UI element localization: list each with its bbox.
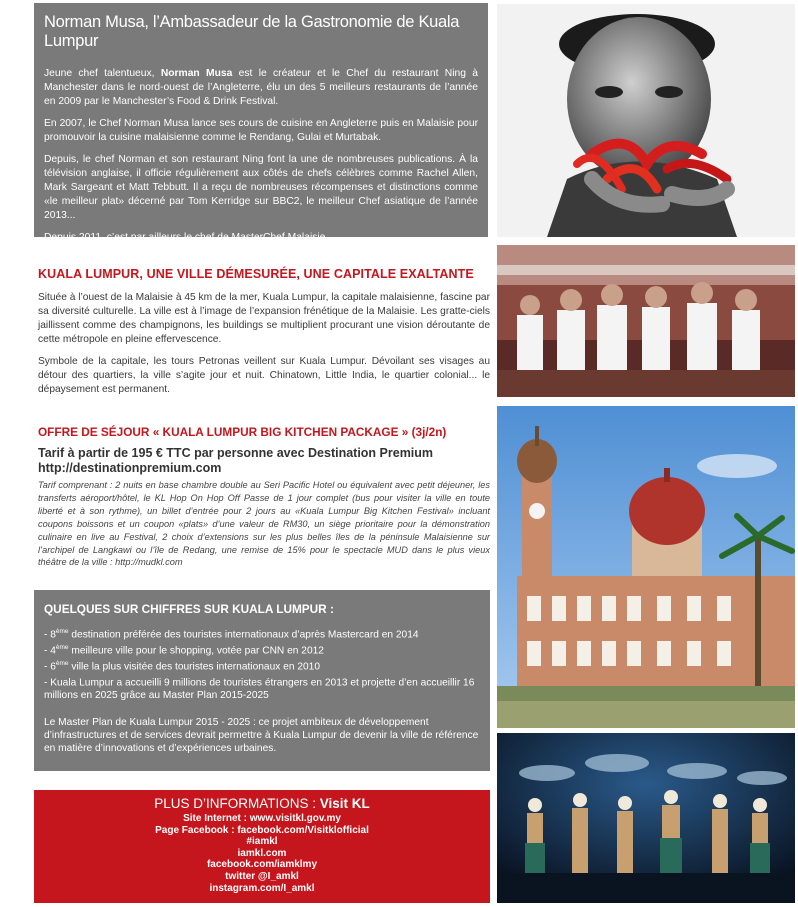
norman-title: Norman Musa, l’Ambassadeur de la Gastronomie de Kuala Lumpur (44, 13, 460, 50)
kl-paragraph-1: Située à l’ouest de la Malaisie à 45 km de la mer, Kuala Lumpur, la capitale malaisienne, fascine par sa diversité culturelle. La ville est à l’image de l’expansion frénétique de la Malaisie. Les gratte-ciels jaillissent comme des champignons, les buildings se multiplient procurant une vision déroutante de cette métropole en pleine effervescence. (38, 292, 490, 345)
norman-p1-pre: Jeune chef talentueux, (44, 68, 161, 79)
norman-paragraph-3: Depuis, le chef Norman et son restaurant Ning font la une de nombreuses publications. À la télévision anglaise, il officie régulièrement aux côtés de chefs célèbres comme Rachel Allen, Mark Sargeant et Matt Tebbutt. Il a reçu de nombreuses récompenses et distinctions comme «le meilleur plat» décerné par Tom Kerridge sur BBC2, le meilleur Chef asiatique de l’année 2013... (44, 154, 478, 221)
info-facebook-page[interactable]: Page Facebook : facebook.com/Visitklofficial (155, 824, 369, 836)
list-item-text: - Kuala Lumpur a accueilli 9 millions de touristes étrangers en 2013 et projette d’en accueillir 16 millions en 2025 grâce au Master Plan 2015-2025 (44, 677, 475, 701)
info-title (34, 796, 490, 811)
norman-musa-box (34, 3, 488, 243)
info-iamkl-site[interactable]: iamkl.com (237, 847, 287, 859)
offer-section (38, 425, 490, 569)
chiffres-list (44, 626, 480, 702)
offer-tarif-link[interactable]: http://destinationpremium.com (38, 461, 222, 475)
rank-number: - 4 (44, 645, 56, 657)
list-item (44, 674, 480, 702)
kl-paragraph-2: Symbole de la capitale, les tours Petronas veillent sur Kuala Lumpur. Dévoilant ses visages au détour des quartiers, la ville s’agite jour et nuit. Chinatown, Little India, le quartier colonial... le dépaysement est permanent. (38, 356, 490, 395)
info-website[interactable]: Site Internet : www.visitkl.gov.my (183, 813, 341, 824)
building-photo (497, 406, 795, 728)
kitchen-photo (497, 245, 795, 397)
list-item (44, 626, 480, 642)
info-brand: Visit KL (319, 796, 370, 811)
offer-title (38, 425, 490, 439)
list-item (44, 642, 480, 658)
info-twitter[interactable]: twitter @I_amkl (225, 870, 299, 882)
list-item-text: ville la plus visitée des touristes internationaux en 2010 (68, 661, 320, 673)
norman-paragraph-4: Depuis 2011, c’est par ailleurs le chef de MasterChef Malaisie. (44, 232, 329, 243)
list-item-text: destination préférée des touristes internationaux d’après Mastercard en 2014 (68, 629, 419, 641)
rank-number: - 6 (44, 661, 56, 673)
chef-photo (497, 4, 795, 237)
norman-paragraph-2: En 2007, le Chef Norman Musa lance ses cours de cuisine en Angleterre puis en Malaisie pour promouvoir la cuisine malaisienne comme le Rendang, Gulai et Murtabak. (44, 118, 478, 143)
kl-title: KUALA LUMPUR, UNE VILLE DÉMESURÉE, UNE CAPITALE EXALTANTE (38, 267, 474, 281)
master-plan-text: Le Master Plan de Kuala Lumpur 2015 - 2025 : ce projet ambiteux de développement d’infrastructures et de services devrait permettre à Kuala Lumpur de devenir la ville de référence en matière d’innovations et d’expériences urbaines. (44, 717, 479, 755)
info-hashtag[interactable]: #iamkl (246, 836, 278, 848)
offer-detail: Tarif comprenant : 2 nuits en base chambre double au Seri Pacific Hotel ou équivalent avec petit déjeuner, les transferts aéroport/hôtel, le KL Hop On Hop Off Passe de 1 jour complet (bus pour visiter la ville en toute liberté et à son rythme), un billet d’entrée pour 2 jours au «Kuala Lumpur Big Kitchen Festival» incluant coupons boissons et un coupon «plats» d’une valeur de RM30, un siège prioritaire pour la démonstration culinaire en live au Festival, 2 choix d’extensions sur les plus belles îles de la péninsule Malaisienne sur l’archipel de Langkawi ou l’île de Redang, une remise de 15% pour le spectacle MUD dans le plus vieux théâtre de la ville : http://mudkl.com (38, 480, 490, 568)
stage-photo (497, 733, 795, 903)
rank-suffix: ème (55, 643, 69, 651)
info-instagram[interactable]: instagram.com/I_amkl (209, 882, 315, 894)
norman-name: Norman Musa (160, 68, 233, 79)
list-item-text: meilleure ville pour le shopping, votée par CNN en 2012 (68, 645, 324, 657)
kl-section (38, 267, 490, 405)
list-item (44, 658, 480, 674)
chiffres-box (34, 590, 490, 771)
norman-p1-post: est le créateur et le Chef du restaurant Ning à Manchester dans le nord-ouest de l’Angleterre, élu un des 5 meilleurs restaurants de l’année en 2009 par le Manchester’s Food & Drink Festival. (44, 68, 478, 107)
offer-duration: (3j/2n) (411, 425, 447, 439)
chiffres-title: QUELQUES SUR CHIFFRES SUR KUALA LUMPUR : (44, 602, 334, 616)
rank-number: - 8 (44, 629, 56, 641)
offer-title-text: OFFRE DE SÉJOUR « KUALA LUMPUR BIG KITCHEN PACKAGE » (38, 425, 409, 439)
info-facebook-iamkl[interactable]: facebook.com/iamklmy (206, 859, 318, 871)
info-box (34, 790, 490, 903)
rank-suffix: ème (55, 659, 69, 667)
rank-suffix: ème (55, 628, 69, 635)
offer-tarif-line-1: Tarif à partir de 195 € TTC par personne avec Destination Premium (38, 446, 434, 460)
norman-paragraph-1 (44, 67, 478, 109)
info-title-text: PLUS D’INFORMATIONS : (154, 796, 320, 811)
